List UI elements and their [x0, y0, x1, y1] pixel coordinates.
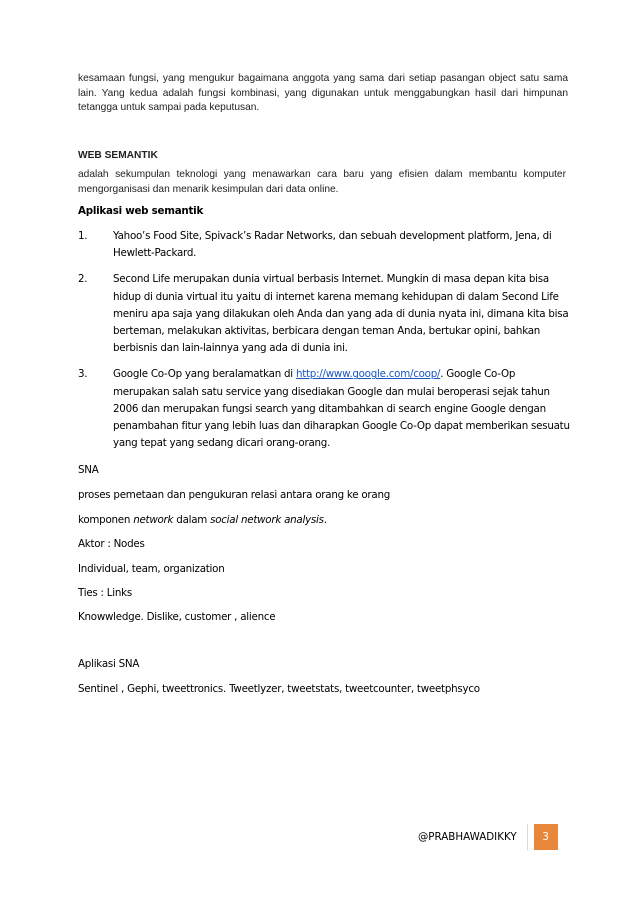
sna-knowledge: Knowwledge. Dislike, customer , alience: [78, 611, 276, 623]
footer-handle: @PRABHAWADIKKY: [418, 831, 517, 843]
sna-definition: proses pemetaan dan pengukuran relasi antara orang ke orang: [78, 489, 391, 501]
sna-component-prefix: komponen: [78, 514, 134, 526]
sna-aktor: Aktor : Nodes: [78, 538, 145, 550]
sna-individual: Individual, team, organization: [78, 563, 225, 575]
aplikasi-sna-list: Sentinel , Gephi, tweettronics. Tweetlyzer, tweetstats, tweetcounter, tweetphsyco: [78, 683, 480, 695]
list-item-text-after-link: . Google Co-Op merupakan salah satu service yang disediakan Google dan mulai beroperasi sejak tahun 2006 dan merupakan fungsi search yang ditambahkan di search engine Google dengan penambahan fitur yang lebih luas dan diharapkan Google Co-Op dapat memberikan sesuatu yang tepat yang sedang dicari orang-orang.: [113, 368, 570, 450]
aplikasi-sna-title: Aplikasi SNA: [78, 658, 140, 670]
web-semantik-heading: WEB SEMANTIK: [78, 150, 158, 161]
list-item: [78, 366, 574, 452]
web-semantik-paragraph: adalah sekumpulan teknologi yang menawarkan cara baru yang efisien dalam membantu komputer mengorganisasi dan menarik kesimpulan dari data online.: [78, 169, 566, 195]
list-item-number: 3.: [78, 368, 88, 381]
list-item: [78, 228, 574, 262]
page-footer: [418, 824, 558, 850]
aplikasi-web-semantik-list: [78, 228, 574, 461]
sna-ties: Ties : Links: [78, 587, 132, 599]
intro-paragraph: kesamaan fungsi, yang mengukur bagaimana anggota yang sama dari setiap pasangan object satu sama lain. Yang kedua adalah fungsi kombinasi, yang digunakan untuk menggabungkan hasil dari himpunan tetangga untuk sampai pada keputusan.: [78, 73, 568, 113]
list-item-text: Yahoo’s Food Site, Spivack’s Radar Networks, dan sebuah development platform, Jena, di Hewlett-Packard.: [113, 230, 552, 260]
aplikasi-web-semantik-heading: Aplikasi web semantik: [78, 205, 204, 217]
page-number-badge: 3: [534, 824, 558, 850]
sna-component-mid: dalam: [173, 514, 211, 526]
list-item-text-before-link: Google Co-Op yang beralamatkan di: [113, 368, 296, 381]
list-item: [78, 271, 574, 357]
footer-divider: [527, 824, 528, 850]
sna-title: SNA: [78, 464, 99, 476]
sna-component-network: network: [133, 514, 174, 526]
list-item-number: 1.: [78, 230, 88, 242]
list-item-number: 2.: [78, 273, 88, 286]
sna-component-suffix: .: [323, 514, 327, 526]
list-item-text: Second Life merupakan dunia virtual berbasis Internet. Mungkin di masa depan kita bisa hidup di dunia virtual itu yaitu di internet karena memang kehidupan di dalam Second Life meniru apa saja yang dilakukan oleh Anda dan yang ada di dunia nyata ini, dimana kita bisa berteman, melakukan aktivitas, berbicara dengan teman Anda, bertukar opini, bahkan berbisnis dan lain-lainnya yang ada di dunia ini.: [113, 273, 569, 355]
google-coop-link[interactable]: http://www.google.com/coop/: [295, 368, 441, 381]
sna-component-sna: social network analysis: [210, 514, 324, 526]
sna-component-line: [78, 512, 327, 529]
